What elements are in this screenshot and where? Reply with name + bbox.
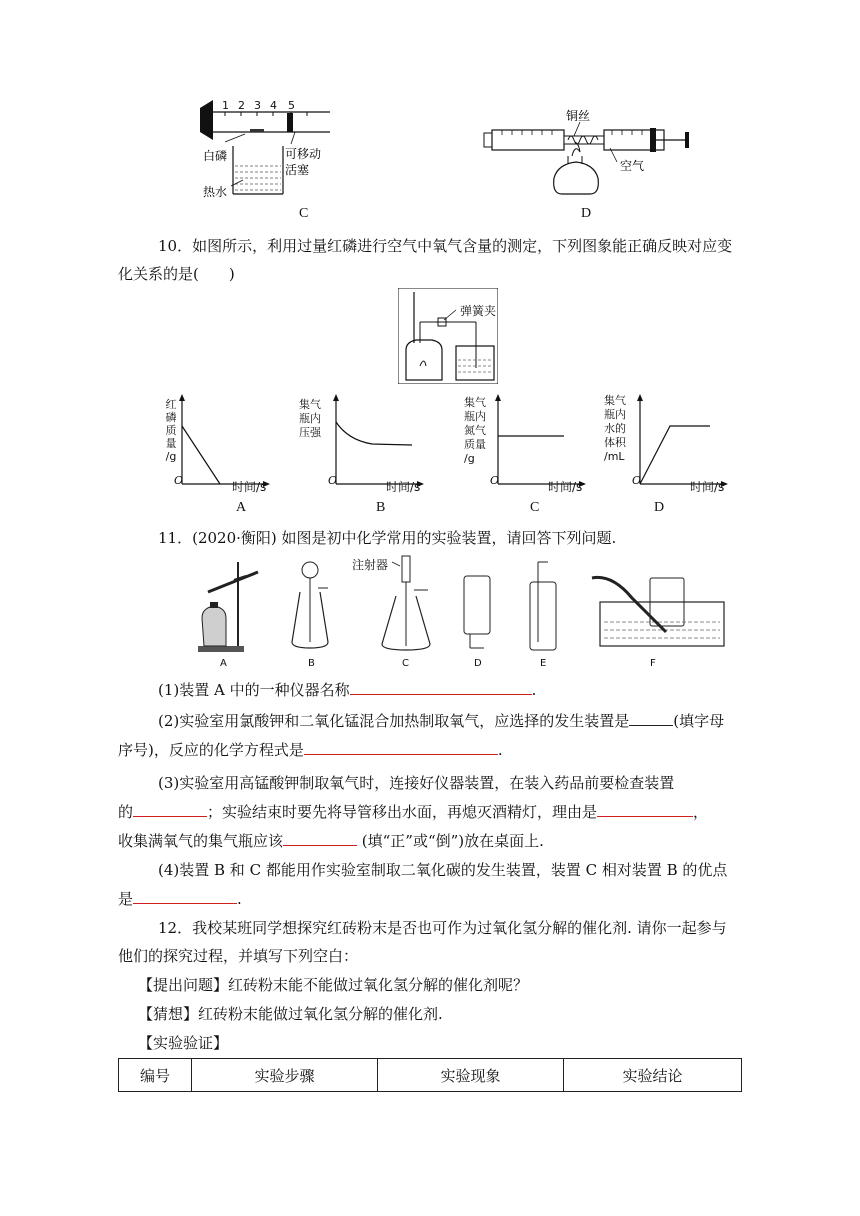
graph-a-xlabel: 时间/s	[232, 480, 267, 494]
figure-d-caption: D	[581, 206, 592, 221]
apparatus-f	[592, 577, 724, 646]
q11-part1	[158, 680, 783, 700]
th-conclusion: 实验结论	[564, 1059, 742, 1092]
q11-intro: 11．(2020·衡阳) 如图是初中化学常用的实验装置，请回答下列问题.	[158, 529, 617, 547]
ylabel-part: 瓶内	[299, 412, 321, 425]
graph-d	[637, 394, 728, 487]
letter-d: D	[474, 658, 482, 669]
ylabel-part: 体积	[604, 436, 626, 449]
letter-f: F	[650, 658, 656, 669]
graph-d-origin: O	[632, 474, 642, 487]
apparatus-d	[464, 576, 490, 648]
q11-p3-de: 的	[118, 803, 134, 821]
q12-verify: 【实验验证】	[138, 1034, 229, 1052]
q11-apparatus-row	[196, 552, 736, 670]
graph-c	[495, 394, 586, 487]
q11-p3-comma: ，	[693, 803, 709, 821]
graph-d-ylabel	[604, 394, 640, 464]
ylabel-part: 集气	[464, 396, 486, 409]
th-phenomenon: 实验现象	[378, 1059, 564, 1092]
apparatus-e	[530, 562, 556, 650]
experiment-table	[118, 1058, 742, 1092]
q12-question: 【提出问题】红砖粉末能不能做过氧化氢分解的催化剂呢？	[138, 976, 529, 994]
q11-part2-line1	[158, 711, 783, 731]
ylabel-part: 瓶内	[604, 408, 626, 421]
scale-tick-3: 3	[254, 99, 261, 112]
label-bai-lin: 白磷	[203, 149, 228, 163]
graph-d-line	[640, 426, 710, 484]
label-syringe: 注射器	[352, 558, 389, 572]
q11-blank-4[interactable]	[133, 802, 207, 817]
graph-b-ylabel	[299, 398, 333, 440]
graph-a-origin: O	[174, 474, 184, 487]
ylabel-part: /mL	[604, 450, 625, 463]
label-spring-clip: 弹簧夹	[460, 304, 497, 318]
label-tong-si: 铜丝	[566, 109, 591, 123]
scale-tick-4: 4	[270, 99, 277, 112]
graph-c-caption: C	[530, 500, 540, 515]
q11-p3-collect: 收集满氧气的集气瓶应该	[118, 832, 284, 850]
q11-blank-1[interactable]	[350, 680, 532, 695]
q11-p3-mid: ；实验结束时要先将导管移出水面，再熄灭酒精灯，理由是	[207, 803, 598, 821]
q11-blank-5[interactable]	[597, 802, 693, 817]
q11-part3-line1: (3)实验室用高锰酸钾制取氧气时，连接好仪器装置，在装入药品前要检查装置	[158, 774, 675, 792]
ylabel-part: 水的	[604, 422, 626, 435]
graph-b-xlabel: 时间/s	[386, 480, 421, 494]
letter-b: B	[308, 658, 315, 669]
ylabel-part: 集气	[604, 394, 626, 407]
graph-a	[179, 394, 270, 487]
ylabel-part: 质	[165, 424, 177, 437]
letter-e: E	[540, 658, 547, 669]
q11-p3-tail: (填“正”或“倒”)放在桌面上.	[357, 832, 544, 850]
q11-blank-6[interactable]	[283, 831, 357, 846]
ylabel-part: 压强	[299, 426, 321, 439]
scale-tick-1: 1	[222, 99, 229, 112]
apparatus-b	[292, 562, 328, 648]
ylabel-part: 质量	[464, 438, 486, 451]
figure-c-caption: C	[299, 206, 309, 221]
q11-part2-line2	[118, 740, 743, 760]
q11-part3-line2	[118, 802, 743, 822]
graph-a-caption: A	[236, 500, 247, 515]
q11-part3-line3	[118, 831, 743, 851]
q11-p2-text2: 序号)，反应的化学方程式是	[118, 741, 304, 759]
scale-tick-2: 2	[238, 99, 245, 112]
table-header-row	[119, 1059, 742, 1092]
ylabel-part: 磷	[165, 411, 177, 424]
ylabel-part: 氮气	[464, 424, 486, 437]
graph-d-caption: D	[654, 500, 665, 515]
q11-part4-line1: (4)装置 B 和 C 都能用作实验室制取二氧化碳的发生装置，装置 C 相对装置 B 的优点	[158, 861, 728, 879]
q12-line2: 他们的探究过程，并填写下列空白：	[118, 947, 359, 965]
q11-p1-text: (1)装置 A 中的一种仪器名称	[158, 681, 350, 699]
label-air: 空气	[620, 159, 645, 173]
ylabel-part: /g	[464, 452, 475, 465]
q11-p4-end: .	[237, 890, 242, 908]
q10-text-line2: 化关系的是( )	[118, 265, 235, 283]
label-piston: 活塞	[285, 163, 310, 177]
figure-d-copper-syringes	[482, 104, 692, 204]
graph-c-ylabel	[464, 396, 498, 466]
q11-blank-7[interactable]	[133, 889, 237, 904]
q11-p2-end: .	[497, 741, 503, 759]
q11-blank-2[interactable]	[629, 711, 673, 726]
ylabel-part: 瓶内	[464, 410, 486, 423]
q11-p2-text: (2)实验室用氯酸钾和二氧化锰混合加热制取氧气，应选择的发生装置是	[158, 712, 630, 730]
label-re-shui: 热水	[203, 185, 228, 199]
apparatus-letters	[196, 658, 736, 672]
graph-c-origin: O	[490, 474, 500, 487]
graph-b-origin: O	[328, 474, 338, 487]
graph-b-caption: B	[376, 500, 386, 515]
graph-a-line	[182, 426, 220, 484]
q11-p2-tail: (填字母	[673, 712, 725, 730]
graph-b	[333, 394, 424, 487]
ylabel-part: 红	[165, 398, 177, 411]
q12-line1: 12．我校某班同学想探究红砖粉末是否也可作为过氧化氢分解的催化剂. 请你一起参与	[158, 919, 727, 937]
q11-p4-shi: 是	[118, 890, 134, 908]
q11-blank-3[interactable]	[304, 740, 498, 755]
q12-guess: 【猜想】红砖粉末能做过氧化氢分解的催化剂.	[138, 1005, 443, 1023]
q10-text-line1: 10．如图所示，利用过量红磷进行空气中氧气含量的测定，下列图象能正确反映对应变	[158, 237, 733, 255]
apparatus-c	[382, 556, 430, 650]
th-steps: 实验步骤	[192, 1059, 378, 1092]
th-number: 编号	[119, 1059, 192, 1092]
ylabel-part: 集气	[299, 398, 321, 411]
graph-a-ylabel	[163, 398, 179, 463]
letter-a: A	[220, 658, 227, 669]
q11-part4-line2	[118, 889, 743, 909]
apparatus-a	[198, 562, 258, 652]
graph-b-curve	[336, 422, 412, 445]
graph-d-xlabel: 时间/s	[690, 480, 725, 494]
graph-c-xlabel: 时间/s	[548, 480, 583, 494]
ylabel-part: /g	[165, 450, 177, 463]
label-movable-piston: 可移动	[285, 147, 322, 161]
q11-p1-end: .	[531, 681, 537, 699]
figure-c-phosphorus-tube	[195, 96, 345, 206]
letter-c: C	[402, 658, 409, 669]
ylabel-part: 量	[165, 437, 177, 450]
scale-tick-5: 5	[288, 99, 295, 112]
